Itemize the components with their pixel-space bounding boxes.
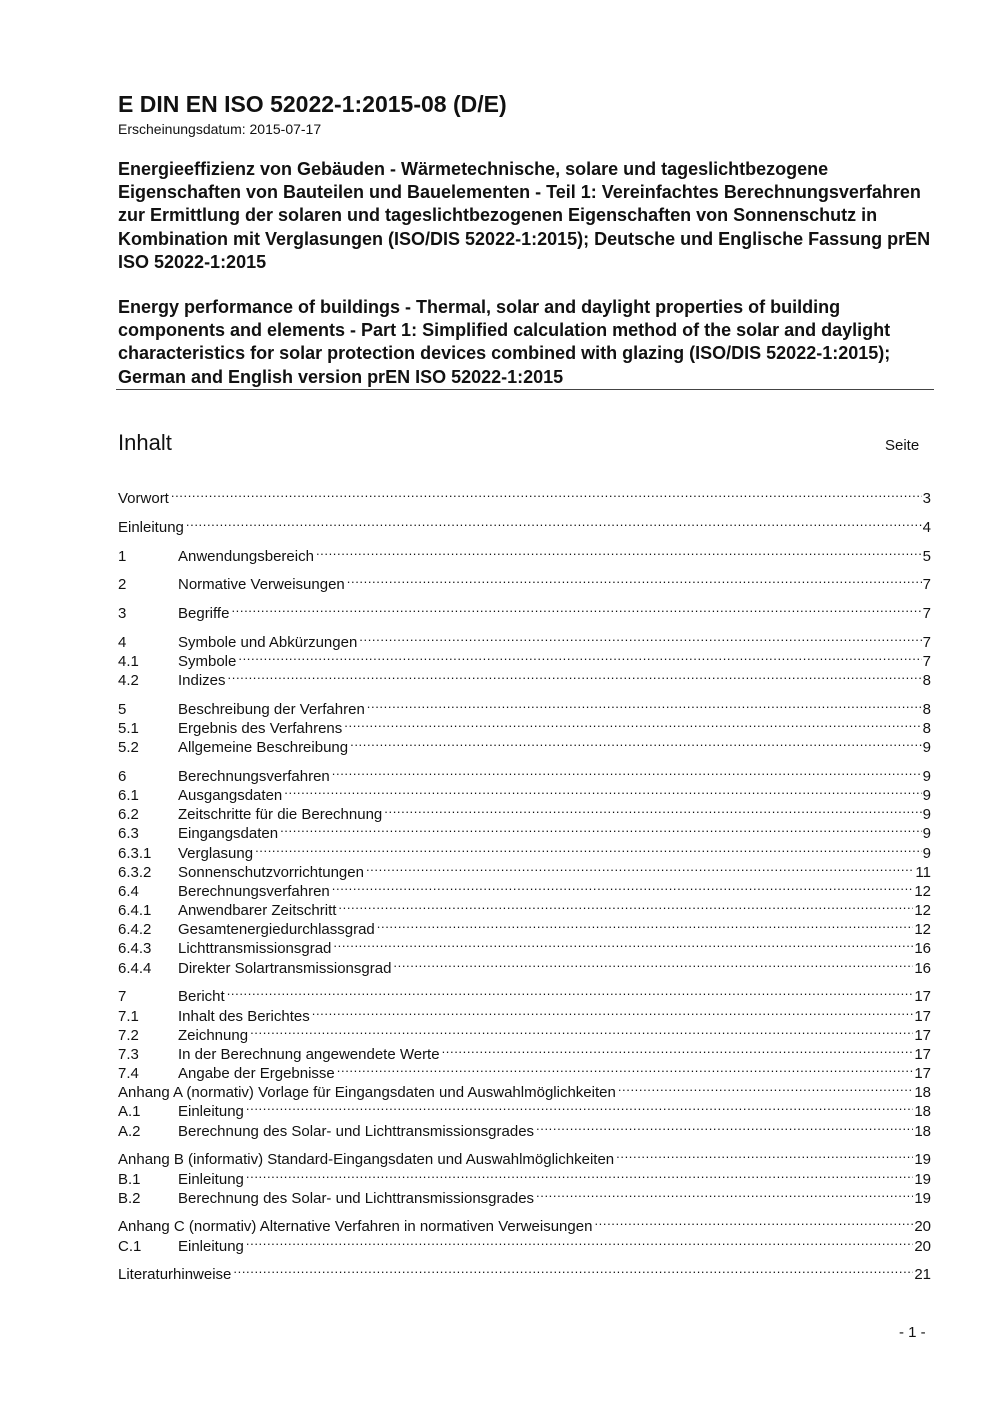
toc-entry-page: 11 — [915, 863, 931, 881]
toc-group — [118, 570, 931, 594]
toc-group — [118, 1212, 931, 1255]
toc-entry-title: Inhalt des Berichtes — [178, 1007, 310, 1025]
toc-entry-page: 8 — [922, 719, 931, 737]
toc-entry-page: 9 — [922, 767, 931, 785]
toc-dot-leader — [384, 800, 921, 819]
toc-entry-page: 5 — [922, 547, 931, 565]
toc-dot-leader — [350, 733, 922, 752]
publication-date: Erscheinungsdatum: 2015-07-17 — [118, 121, 322, 137]
toc-dot-leader — [359, 627, 921, 646]
toc-entry-number: 6.4 — [118, 882, 139, 900]
toc-entry[interactable] — [118, 541, 931, 565]
toc-entry-number: 6.3 — [118, 825, 139, 843]
toc-page-column-label: Seite — [885, 437, 920, 454]
toc-dot-leader — [250, 1021, 913, 1040]
toc-entry-title: Anwendbarer Zeitschritt — [178, 902, 337, 920]
toc-entry[interactable] — [118, 599, 931, 622]
toc-group — [118, 484, 931, 508]
toc-entry[interactable] — [118, 1212, 931, 1236]
toc-entry-title: Sonnenschutzvorrichtungen — [178, 863, 364, 881]
toc-group — [118, 1145, 931, 1207]
toc-dot-leader — [337, 1059, 914, 1078]
title-german: Energieeffizienz von Gebäuden - Wärmetechnische, solare und tageslichtbezogene Eigenschaften von Bauteilen und Bauelementen - Teil 1: Vereinfachtes Berechnungsverfahren zur Ermittlung der solaren und tageslichtbezogenen Eigenschaften von Sonnenschutz in Kombination mit Verglasungen (ISO/DIS 52022-1:2015); Deutsche und Englische Fassung prEN ISO 52022-1:2015 — [118, 159, 931, 272]
toc-entry-number: 6.1 — [118, 786, 139, 804]
toc-entry-title: Gesamtenergiedurchlassgrad — [178, 921, 375, 939]
title-english: Energy performance of buildings - Thermal, solar and daylight properties of building components and elements - Part 1: Simplified calculation method of the solar and daylight characteristics for solar protection devices combined with glazing (ISO/DIS 52022-1:2015); German and English version prEN ISO 52022-1:2015 — [118, 297, 891, 387]
toc-entry-number: B.2 — [118, 1189, 141, 1207]
page-number: - 1 - — [899, 1324, 926, 1341]
toc-entry-title: Berechnungsverfahren — [178, 882, 330, 900]
toc-dot-leader — [312, 1001, 914, 1020]
toc-dot-leader — [332, 762, 922, 781]
toc-dot-leader — [280, 819, 922, 838]
toc-entry-title: Ausgangsdaten — [178, 786, 283, 804]
toc-entry-page: 17 — [914, 1007, 931, 1025]
toc-entry-page: 9 — [922, 739, 931, 757]
toc-entry-page: 9 — [922, 844, 931, 862]
toc-dot-leader — [333, 934, 913, 953]
toc-dot-leader — [338, 896, 913, 915]
toc-entry-title: Einleitung — [178, 1170, 244, 1188]
toc-entry-page: 20 — [914, 1237, 931, 1255]
toc-dot-leader — [344, 714, 921, 733]
toc-dot-leader — [616, 1145, 913, 1164]
toc-entry-page: 17 — [914, 1026, 931, 1044]
toc-dot-leader — [393, 953, 913, 972]
toc-entry-number: B.1 — [118, 1170, 141, 1188]
toc-group — [118, 762, 931, 977]
toc-entry-page: 7 — [922, 604, 931, 622]
toc-entry-title: Einleitung — [118, 518, 184, 536]
toc-group — [118, 599, 931, 622]
toc-dot-leader — [332, 877, 914, 896]
toc-entry-title: Symbole und Abkürzungen — [178, 633, 358, 651]
toc-entry-page: 12 — [914, 902, 931, 920]
toc-entry-number: 7 — [118, 988, 127, 1006]
toc-entry-title: Anhang A (normativ) Vorlage für Eingangsdaten und Auswahlmöglichkeiten — [118, 1084, 616, 1102]
toc-entry[interactable] — [118, 1145, 931, 1169]
toc-dot-leader — [618, 1078, 913, 1097]
toc-entry-page: 7 — [922, 633, 931, 651]
toc-entry-number: 6 — [118, 767, 127, 785]
toc-entry[interactable] — [118, 513, 931, 536]
toc-entry-page: 16 — [914, 940, 931, 958]
table-of-contents — [118, 484, 931, 1289]
toc-dot-leader — [316, 541, 922, 560]
toc-entry-title: Anhang B (informativ) Standard-Eingangsdaten und Auswahlmöglichkeiten — [118, 1151, 615, 1169]
toc-entry-page: 16 — [914, 959, 931, 977]
toc-entry-number: C.1 — [118, 1237, 142, 1255]
toc-entry-title: Beschreibung der Verfahren — [178, 700, 365, 718]
toc-entry[interactable] — [118, 695, 931, 718]
toc-entry-title: Symbole — [178, 652, 237, 670]
toc-entry-number: 4 — [118, 633, 127, 651]
toc-entry-title: Indizes — [178, 672, 226, 689]
toc-entry-title: Einleitung — [178, 1103, 244, 1121]
toc-entry-number: 6.3.1 — [118, 844, 152, 862]
toc-entry-page: 21 — [914, 1266, 931, 1284]
toc-entry-number: 2 — [118, 576, 127, 594]
toc-group — [118, 695, 931, 757]
title-divider — [116, 389, 934, 390]
toc-entry-title: Anwendungsbereich — [178, 547, 314, 565]
toc-entry-page: 4 — [922, 518, 931, 536]
toc-entry-number: 7.1 — [118, 1007, 139, 1025]
toc-entry-page: 18 — [914, 1103, 931, 1121]
toc-entry-page: 8 — [922, 672, 931, 689]
toc-entry-page: 17 — [914, 1065, 931, 1083]
toc-entry-page: 3 — [922, 490, 931, 508]
toc-entry-title: Berechnung des Solar- und Lichttransmissionsgrades — [178, 1189, 535, 1207]
toc-entry-number: 6.4.2 — [118, 921, 152, 939]
toc-entry-number: A.2 — [118, 1122, 141, 1140]
toc-dot-leader — [186, 513, 922, 532]
toc-entry-number: 4.2 — [118, 672, 139, 689]
toc-entry-number: 7.2 — [118, 1026, 139, 1044]
toc-entry-number: 5.2 — [118, 739, 139, 757]
toc-dot-leader — [594, 1212, 913, 1231]
toc-group — [118, 982, 931, 1140]
toc-entry-title: Allgemeine Beschreibung — [178, 739, 349, 757]
document-id: E DIN EN ISO 52022-1:2015-08 (D/E) — [118, 91, 507, 117]
toc-entry-title: Direkter Solartransmissionsgrad — [178, 959, 392, 977]
toc-entry-title: Verglasung — [178, 844, 254, 862]
toc-entry-number: 3 — [118, 604, 127, 622]
toc-dot-leader — [366, 858, 914, 877]
toc-entry-number: 6.4.1 — [118, 902, 152, 920]
toc-entry[interactable] — [118, 1260, 931, 1284]
toc-dot-leader — [227, 982, 914, 1001]
toc-dot-leader — [228, 666, 922, 685]
toc-entry-title: Berechnung des Solar- und Lichttransmissionsgrades — [178, 1122, 535, 1140]
toc-entry-page: 20 — [914, 1218, 931, 1236]
toc-entry-title: Eingangsdaten — [178, 825, 279, 843]
toc-dot-leader — [367, 695, 922, 714]
toc-entry-page: 19 — [914, 1151, 931, 1169]
toc-group — [118, 541, 931, 565]
toc-entry-title: Lichttransmissionsgrad — [178, 940, 332, 958]
toc-dot-leader — [347, 570, 922, 589]
toc-entry[interactable] — [118, 570, 931, 594]
toc-entry-page: 17 — [914, 1045, 931, 1063]
toc-entry-page: 7 — [922, 576, 931, 594]
toc-dot-leader — [377, 915, 914, 934]
toc-dot-leader — [246, 1231, 913, 1250]
toc-entry[interactable] — [118, 1001, 931, 1025]
toc-entry[interactable] — [118, 627, 931, 651]
toc-entry-title: Begriffe — [178, 604, 230, 622]
toc-dot-leader — [246, 1164, 913, 1183]
toc-dot-leader — [171, 484, 922, 503]
toc-entry-title: Einleitung — [178, 1237, 244, 1255]
toc-dot-leader — [238, 647, 921, 666]
toc-entry-number: 6.2 — [118, 806, 139, 824]
toc-entry-number: 5 — [118, 700, 127, 718]
toc-entry-number: 6.3.2 — [118, 863, 152, 881]
toc-entry-page: 9 — [922, 786, 931, 804]
toc-entry-number: 5.1 — [118, 719, 139, 737]
toc-entry-title: In der Berechnung angewendete Werte — [178, 1045, 440, 1063]
toc-entry-page: 9 — [922, 806, 931, 824]
toc-entry-title: Ergebnis des Verfahrens — [178, 719, 343, 737]
toc-entry-title: Angabe der Ergebnisse — [178, 1065, 335, 1083]
toc-dot-leader — [231, 599, 921, 618]
toc-dot-leader — [536, 1116, 913, 1135]
toc-entry-page: 19 — [914, 1170, 931, 1188]
toc-dot-leader — [255, 838, 922, 857]
toc-entry-title: Zeitschritte für die Berechnung — [178, 806, 383, 824]
toc-entry-page: 12 — [914, 882, 931, 900]
toc-entry-title: Vorwort — [118, 490, 169, 508]
toc-entry-number: 7.3 — [118, 1045, 139, 1063]
toc-dot-leader — [284, 781, 921, 800]
toc-dot-leader — [442, 1040, 914, 1059]
toc-entry-number: 4.1 — [118, 652, 139, 670]
toc-entry[interactable] — [118, 484, 931, 508]
toc-dot-leader — [233, 1260, 913, 1279]
toc-entry-page: 8 — [922, 700, 931, 718]
toc-entry-number: A.1 — [118, 1103, 141, 1121]
toc-entry-number: 6.4.4 — [118, 959, 152, 977]
toc-entry[interactable] — [118, 762, 931, 785]
toc-entry-page: 12 — [914, 921, 931, 939]
toc-entry-page: 18 — [914, 1122, 931, 1140]
toc-entry-page: 18 — [914, 1084, 931, 1102]
toc-entry-title: Literaturhinweise — [118, 1266, 232, 1284]
toc-group — [118, 627, 931, 689]
toc-entry-number: 7.4 — [118, 1065, 139, 1083]
toc-entry-title: Normative Verweisungen — [178, 576, 345, 594]
toc-entry-page: 7 — [922, 652, 931, 670]
toc-entry-title: Anhang C (normativ) Alternative Verfahren in normativen Verweisungen — [118, 1218, 593, 1236]
toc-entry[interactable] — [118, 982, 931, 1006]
toc-entry[interactable] — [118, 666, 931, 689]
toc-dot-leader — [536, 1184, 913, 1203]
toc-heading: Inhalt — [118, 430, 172, 455]
toc-entry-title: Berechnungsverfahren — [178, 767, 330, 785]
toc-entry-page: 19 — [914, 1189, 931, 1207]
toc-entry-number: 6.4.3 — [118, 940, 152, 958]
toc-dot-leader — [246, 1097, 913, 1116]
toc-group — [118, 513, 931, 536]
toc-entry[interactable] — [118, 647, 931, 670]
toc-entry-title: Zeichnung — [178, 1026, 249, 1044]
toc-entry-page: 17 — [914, 988, 931, 1006]
toc-entry-page: 9 — [922, 825, 931, 843]
toc-entry-number: 1 — [118, 547, 127, 565]
toc-entry-title: Bericht — [178, 988, 225, 1006]
toc-group — [118, 1260, 931, 1284]
